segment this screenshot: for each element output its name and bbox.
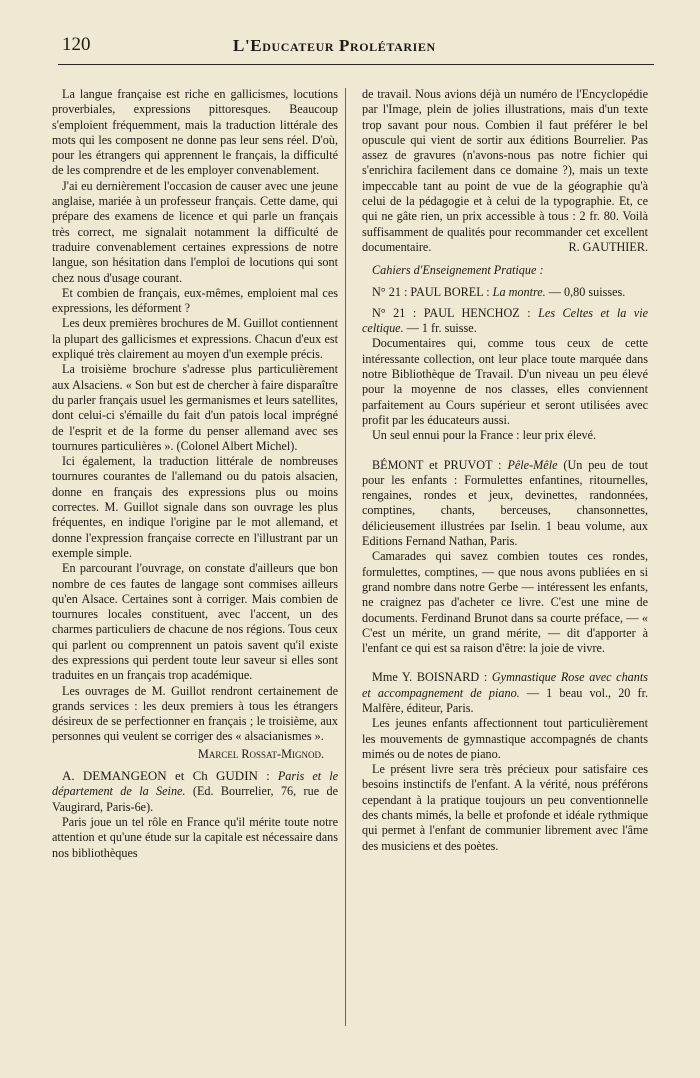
- paragraph: Et combien de français, eux-mêmes, emploient mal ces expressions, les déforment ?: [52, 285, 338, 316]
- paragraph: En parcourant l'ouvrage, on constate d'ailleurs que bon nombre de ces fautes de langage sont commises ailleurs qu'en Alsace. Certaines sont à corriger. Mais combien de tournures locales constituent, avec l'accent, un des charmes particuliers de chacune de nos régions. Tous ceux qui parlent ou comprennent un patois savent qu'il existe des expressions qui perdent toute leur saveur si elles sont traduites en un français trop académique.: [52, 561, 338, 683]
- paragraph: Documentaires qui, comme tous ceux de cette intéressante collection, ont leur place toute marquée dans notre Bibliothèque de Travail. D'un niveau un peu élevé pour la moyenne de nos classes, elles conviennent parfaitement au Cours supérieur et seront utilisées avec profit par les éducateurs aussi.: [362, 336, 648, 427]
- book-title: Paris et le département de la Seine.: [52, 769, 338, 799]
- author-signature: Marcel Rossat-Mignod.: [198, 746, 324, 761]
- paragraph: Les deux premières brochures de M. Guillot contiennent la plupart des gallicismes et expressions. Chacun d'eux est expliqué très clairement au moyen d'un exemple précis.: [52, 316, 338, 362]
- book-title: Pêle-Mêle: [507, 457, 558, 472]
- book-details: (Un peu de tout pour les enfants : Formulettes enfantines, ritournelles, rengaines, rondes et jeux, devinettes, randonnées, comptines, chants, berceuses, chansonnettes, délicieusement illustrées par Iselin. 1 beau volume, aux Editions Fernand Nathan, Paris.: [362, 457, 649, 549]
- book-author: N° 21 : PAUL BOREL :: [372, 284, 490, 299]
- book-author: Mme Y. BOISNARD :: [372, 670, 488, 685]
- paragraph: Camarades qui savez combien toutes ces rondes, formulettes, comptines, — que nous avons publiées en si grand nombre dans notre Gerbe — intéressent les enfants, ne craignez pas d'acheter ce livre. C'est une mine de documents. Ferdinand Brunot dans sa courte préface, — « C'est un mérite, un grand mérite, — dit d'apporter à l'enfant ce qui est sa raison d'être: la joie de vivre.: [362, 549, 648, 656]
- book-details: — 0,80 suisses.: [548, 284, 626, 299]
- author-signature: R. GAUTHIER.: [568, 239, 648, 254]
- page-header: [58, 30, 654, 65]
- journal-title: L'Educateur Prolétarien: [233, 36, 436, 55]
- paragraph: Paris joue un tel rôle en France qu'il mérite toute notre attention et qu'une étude sur la capitale est nécessaire dans nos bibliothèques: [52, 814, 338, 860]
- paragraph: Ici également, la traduction littérale de nombreuses tournures courantes de l'allemand ou du patois alsacien, donne en français des expressions plus ou moins correctes. M. Guillot signale dans son ouvrage les plus fréquentes, en indique l'origine par le mot allemand, et donne l'expression française correcte en l'illustrant par un exemple simple.: [52, 454, 338, 560]
- right-column: [362, 87, 648, 854]
- book-reference: [362, 285, 648, 300]
- paragraph: La langue française est riche en gallicismes, locutions proverbiales, expressions pittoresques. Beaucoup s'emploient fréquemment, mais la traduction littérale des mots qui les composent ne donne pas leur sens réel. D'où, pour les étrangers qui apprennent le français, la difficulté de les comprendre et de les employer convenablement.: [52, 87, 338, 178]
- paragraph: J'ai eu dernièrement l'occasion de causer avec une jeune anglaise, mariée à un professeur français. Cette dame, qui prépare des examens de licence et qui parle un français très correct, me signalait notamment la difficulté de traduire convenablement certaines expressions de notre langue, son hésitation dans l'emploi de locutions qui sont chez nous d'usage courant.: [52, 178, 338, 285]
- column-divider: [345, 88, 346, 1026]
- left-column: [52, 87, 338, 861]
- book-details: — 1 fr. suisse.: [406, 321, 477, 336]
- paragraph: Les jeunes enfants affectionnent tout particulièrement les mouvements de gymnastique accompagnés de chants mimés ou de notes de piano.: [362, 716, 648, 761]
- book-title: Les Celtes et la vie celtique.: [362, 305, 648, 336]
- paragraph: [362, 87, 648, 255]
- section-heading: Cahiers d'Enseignement Pratique :: [372, 263, 544, 278]
- book-details: (Ed. Bourrelier, 76, rue de Vaugirard, Paris-6e).: [52, 784, 339, 814]
- book-reference: [362, 306, 648, 337]
- book-title: La montre.: [492, 284, 546, 299]
- paragraph: Un seul ennui pour la France : leur prix élevé.: [372, 428, 597, 443]
- book-title: Gymnastique Rose avec chants et accompagnement de piano.: [362, 670, 648, 700]
- book-reference: [362, 458, 648, 550]
- book-author: N° 21 : PAUL HENCHOZ :: [372, 305, 531, 320]
- paragraph-text: de travail. Nous avions déjà un numéro de l'Encyclopédie par l'Image, plein de jolies illustrations, mais d'un texte trop savant pour nous. Combien il faut préférer le bel opuscule qui vient de sortir aux éditions Bourrelier. Pas assez de gravures (n'avons-nous pas notre fichier qui s'enrichira facilement dans ce domaine ?), mais un texte impeccable tant au point de vue de la géographie qu'à celui de la pédagogie et à celui de la typographie. Et, ce qui ne gâte rien, un prix accessible à tous : 2 fr. 80. Voilà suffisamment de qualités pour recommander cet excellent documentaire.: [362, 87, 648, 254]
- paragraph: La troisième brochure s'adresse plus particulièrement aux Alsaciens. « Son but est de chercher à faire disparaître du parler français usuel les germanismes et leurs satellites, dont celui-ci s'émaille du fait d'un patois local imprégné de l'esprit et de la forme du penser allemand avec ses tournures particulières ». (Colonel Albert Michel).: [52, 362, 338, 453]
- book-author: A. DEMANGEON et Ch GUDIN :: [62, 768, 270, 784]
- book-reference: [362, 670, 648, 716]
- paragraph: Les ouvrages de M. Guillot rendront certainement de grands services : les deux premiers à tous les étrangers désireux de se perfectionner en français ; le troisième, aux personnes qui veulent se corriger des « alsacianismes ».: [52, 683, 338, 744]
- book-author: BÉMONT et PRUVOT :: [372, 457, 502, 472]
- book-details: — 1 beau vol., 20 fr. Malfère, éditeur, Paris.: [362, 685, 648, 715]
- page-number: 120: [62, 34, 91, 55]
- paragraph: Le présent livre sera très précieux pour satisfaire ces besoins instinctifs de l'enfant. A la vérité, nous préférons cependant à la pratique toujours un peu conventionnelle des chants mimés, la belle et profonde et idéale rythmique qui permet à l'enfant de communier librement avec l'âme des musiciens et des poètes.: [362, 762, 648, 853]
- book-reference: [52, 768, 338, 815]
